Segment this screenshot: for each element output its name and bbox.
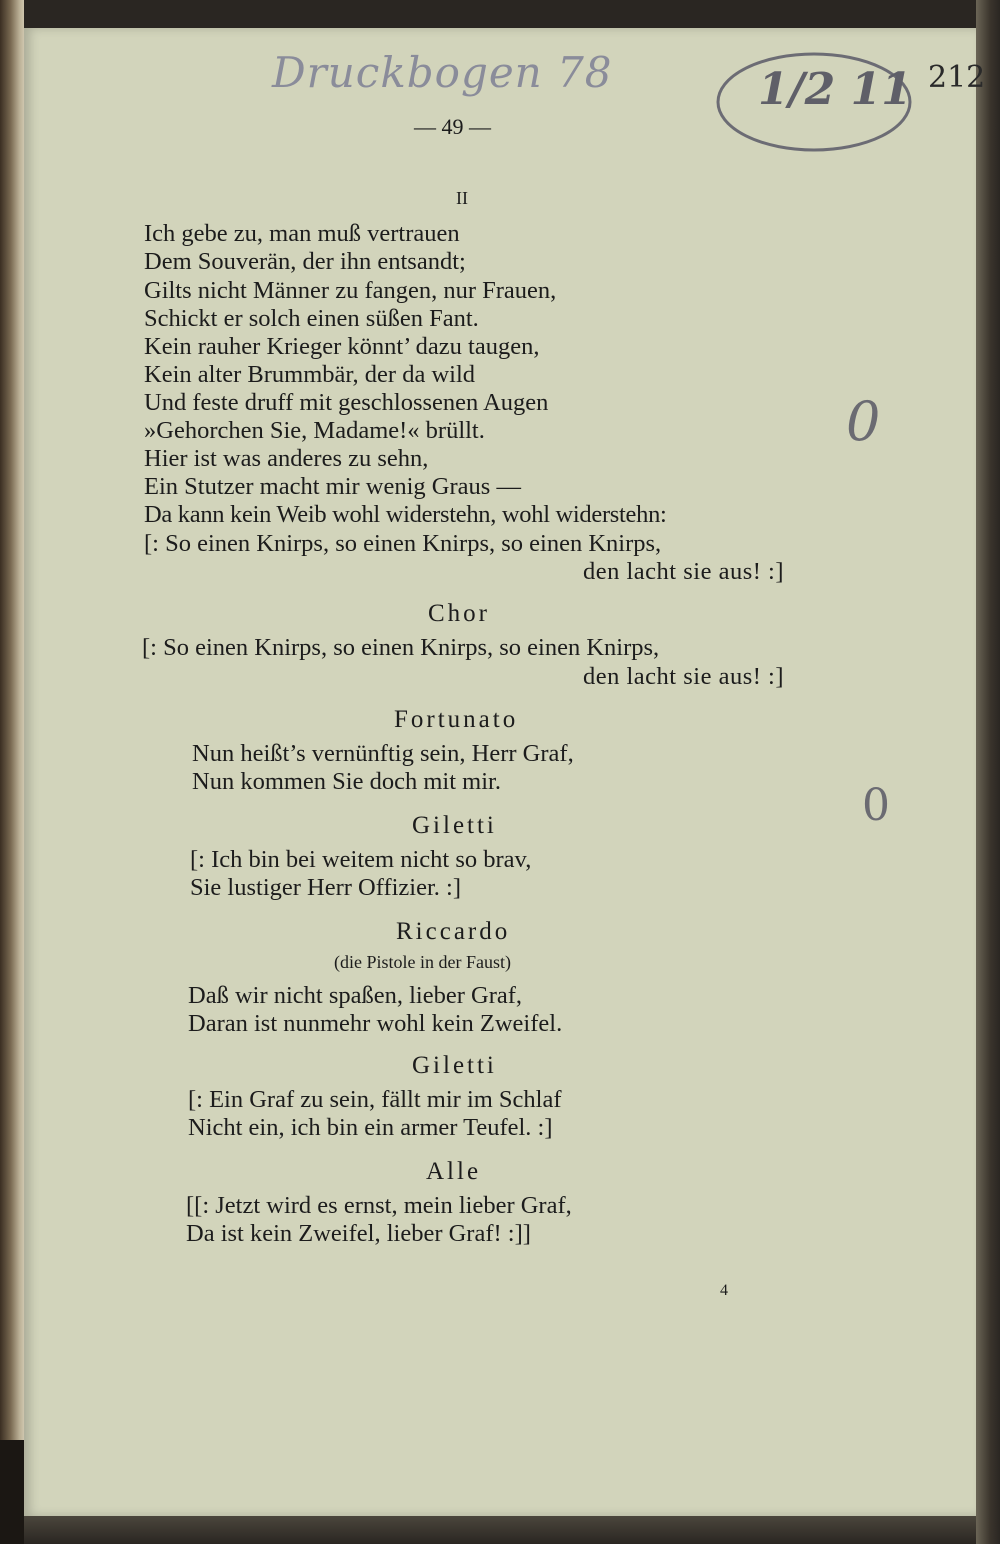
signature-mark: 4 <box>720 1282 728 1299</box>
verse-line: »Gehorchen Sie, Madame!« brüllt. <box>144 417 485 444</box>
speaker-heading: Fortunato <box>394 706 519 733</box>
verse-line: den lacht sie aus! :] <box>583 663 784 690</box>
verse-line: [: Ein Graf zu sein, fällt mir im Schlaf <box>188 1086 562 1113</box>
speaker-heading: Giletti <box>412 1052 497 1079</box>
stage-direction: (die Pistole in der Faust) <box>334 952 511 972</box>
verse-line: Sie lustiger Herr Offizier. :] <box>190 874 462 901</box>
corner-number: 212 <box>928 60 986 95</box>
speaker-heading: Alle <box>426 1158 482 1185</box>
verse-line: [: So einen Knirps, so einen Knirps, so einen Knirps, <box>144 530 662 557</box>
circled-note: 1/2 11 <box>758 64 912 115</box>
verse-line: Dem Souverän, der ihn entsandt; <box>144 248 466 275</box>
speaker-heading: Giletti <box>412 812 497 839</box>
verse-line: Und feste druff mit geschlossenen Augen <box>144 389 549 416</box>
book-binding <box>0 0 24 1544</box>
verse-line: Hier ist was anderes zu sehn, <box>144 445 429 472</box>
verse-line: Gilts nicht Männer zu fangen, nur Frauen, <box>144 277 557 304</box>
speaker-heading: Chor <box>428 600 490 627</box>
verse-line: Da kann kein Weib wohl widerstehn, wohl widerstehn: <box>144 501 667 528</box>
verse-line: [[: Jetzt wird es ernst, mein lieber Graf, <box>186 1192 572 1219</box>
verse-line: Kein rauher Krieger könnt’ dazu taugen, <box>144 333 540 360</box>
verse-line: Ich gebe zu, man muß vertrauen <box>144 220 460 247</box>
verse-line: [: So einen Knirps, so einen Knirps, so einen Knirps, <box>142 634 660 661</box>
verse-line: Daran ist nunmehr wohl kein Zweifel. <box>188 1010 563 1037</box>
verse-line: Ein Stutzer macht mir wenig Graus — <box>144 473 521 500</box>
margin-mark-2: 0 <box>862 780 890 831</box>
verse-line: Daß wir nicht spaßen, lieber Graf, <box>188 982 523 1009</box>
section-numeral: II <box>456 188 468 208</box>
page-edge-right <box>976 0 1000 1544</box>
verse-line: [: Ich bin bei weitem nicht so brav, <box>190 846 532 873</box>
speaker-heading: Riccardo <box>396 918 511 945</box>
margin-mark-1: 0 <box>846 390 881 453</box>
verse-line: Da ist kein Zweifel, lieber Graf! :]] <box>186 1220 531 1247</box>
verse-line: Schickt er solch einen süßen Fant. <box>144 305 479 332</box>
pencil-note: Druckbogen 78 <box>272 48 613 97</box>
verse-line: Nicht ein, ich bin ein armer Teufel. :] <box>188 1114 553 1141</box>
verse-line: Nun kommen Sie doch mit mir. <box>192 768 501 795</box>
page-edge-bottom <box>24 1516 976 1544</box>
verse-line: Nun heißt’s vernünftig sein, Herr Graf, <box>192 740 574 767</box>
page-number-header: — 49 — <box>414 114 491 139</box>
verse-line: den lacht sie aus! :] <box>583 558 784 585</box>
verse-line: Kein alter Brummbär, der da wild <box>144 361 476 388</box>
